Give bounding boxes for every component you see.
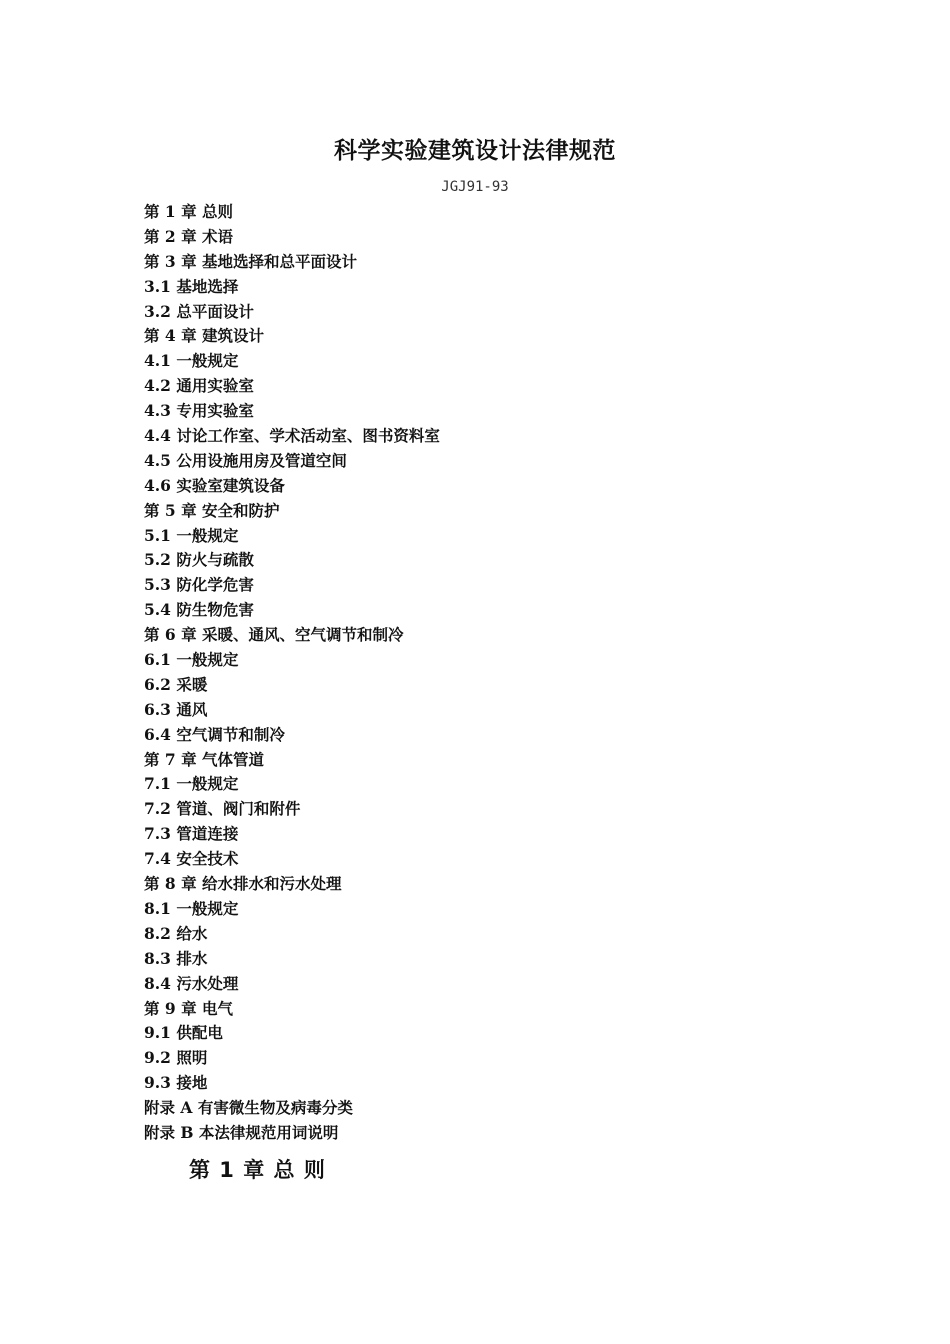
toc-item: 7.2 管道、阀门和附件 (144, 799, 301, 819)
document-title: 科学实验建筑设计法律规范 (334, 137, 616, 164)
toc-item: 第 3 章 基地选择和总平面设计 (144, 251, 357, 271)
chapter-heading: 第 1 章 总 则 (189, 1158, 326, 1182)
toc-item: 附录 A 有害微生物及病毒分类 (144, 1098, 353, 1118)
toc-item: 8.1 一般规定 (144, 898, 239, 918)
toc-item: 附录 B 本法律规范用词说明 (144, 1122, 339, 1142)
toc-item: 第 6 章 采暖、通风、空气调节和制冷 (144, 625, 404, 645)
toc-item: 4.4 讨论工作室、学术活动室、图书资料室 (144, 426, 440, 446)
toc-item: 第 5 章 安全和防护 (144, 500, 280, 520)
toc-item: 3.1 基地选择 (144, 276, 239, 296)
toc-item: 6.2 采暖 (144, 674, 208, 694)
toc-item: 第 2 章 术语 (144, 226, 233, 246)
toc-item: 4.3 专用实验室 (144, 401, 254, 421)
toc-item: 5.4 防生物危害 (144, 600, 254, 620)
toc-item: 9.3 接地 (144, 1073, 208, 1093)
toc-item: 5.3 防化学危害 (144, 575, 254, 595)
toc-item: 4.6 实验室建筑设备 (144, 475, 285, 495)
toc-item: 7.4 安全技术 (144, 849, 239, 869)
toc-item: 9.2 照明 (144, 1048, 208, 1068)
toc-item: 4.2 通用实验室 (144, 376, 254, 396)
toc-item: 6.4 空气调节和制冷 (144, 724, 285, 744)
toc-item: 8.3 排水 (144, 948, 208, 968)
toc-item: 第 1 章 总则 (144, 202, 233, 221)
toc-item: 8.2 给水 (144, 923, 208, 943)
table-of-contents (144, 200, 440, 1146)
toc-item: 6.3 通风 (144, 699, 208, 719)
document-code: JGJ91-93 (441, 179, 509, 195)
toc-item: 9.1 供配电 (144, 1023, 223, 1043)
toc-item: 第 8 章 给水排水和污水处理 (144, 874, 342, 894)
toc-item: 第 9 章 电气 (144, 998, 233, 1018)
toc-item: 第 4 章 建筑设计 (144, 326, 264, 346)
toc-item: 3.2 总平面设计 (144, 301, 254, 321)
toc-item: 4.1 一般规定 (144, 351, 239, 371)
toc-item: 8.4 污水处理 (144, 973, 239, 993)
toc-item: 4.5 公用设施用房及管道空间 (144, 450, 347, 470)
toc-item: 7.3 管道连接 (144, 824, 239, 844)
toc-item: 5.2 防火与疏散 (144, 550, 254, 570)
toc-item: 5.1 一般规定 (144, 525, 239, 545)
toc-item: 第 7 章 气体管道 (144, 749, 264, 769)
toc-item: 7.1 一般规定 (144, 774, 239, 794)
toc-item: 6.1 一般规定 (144, 650, 239, 670)
